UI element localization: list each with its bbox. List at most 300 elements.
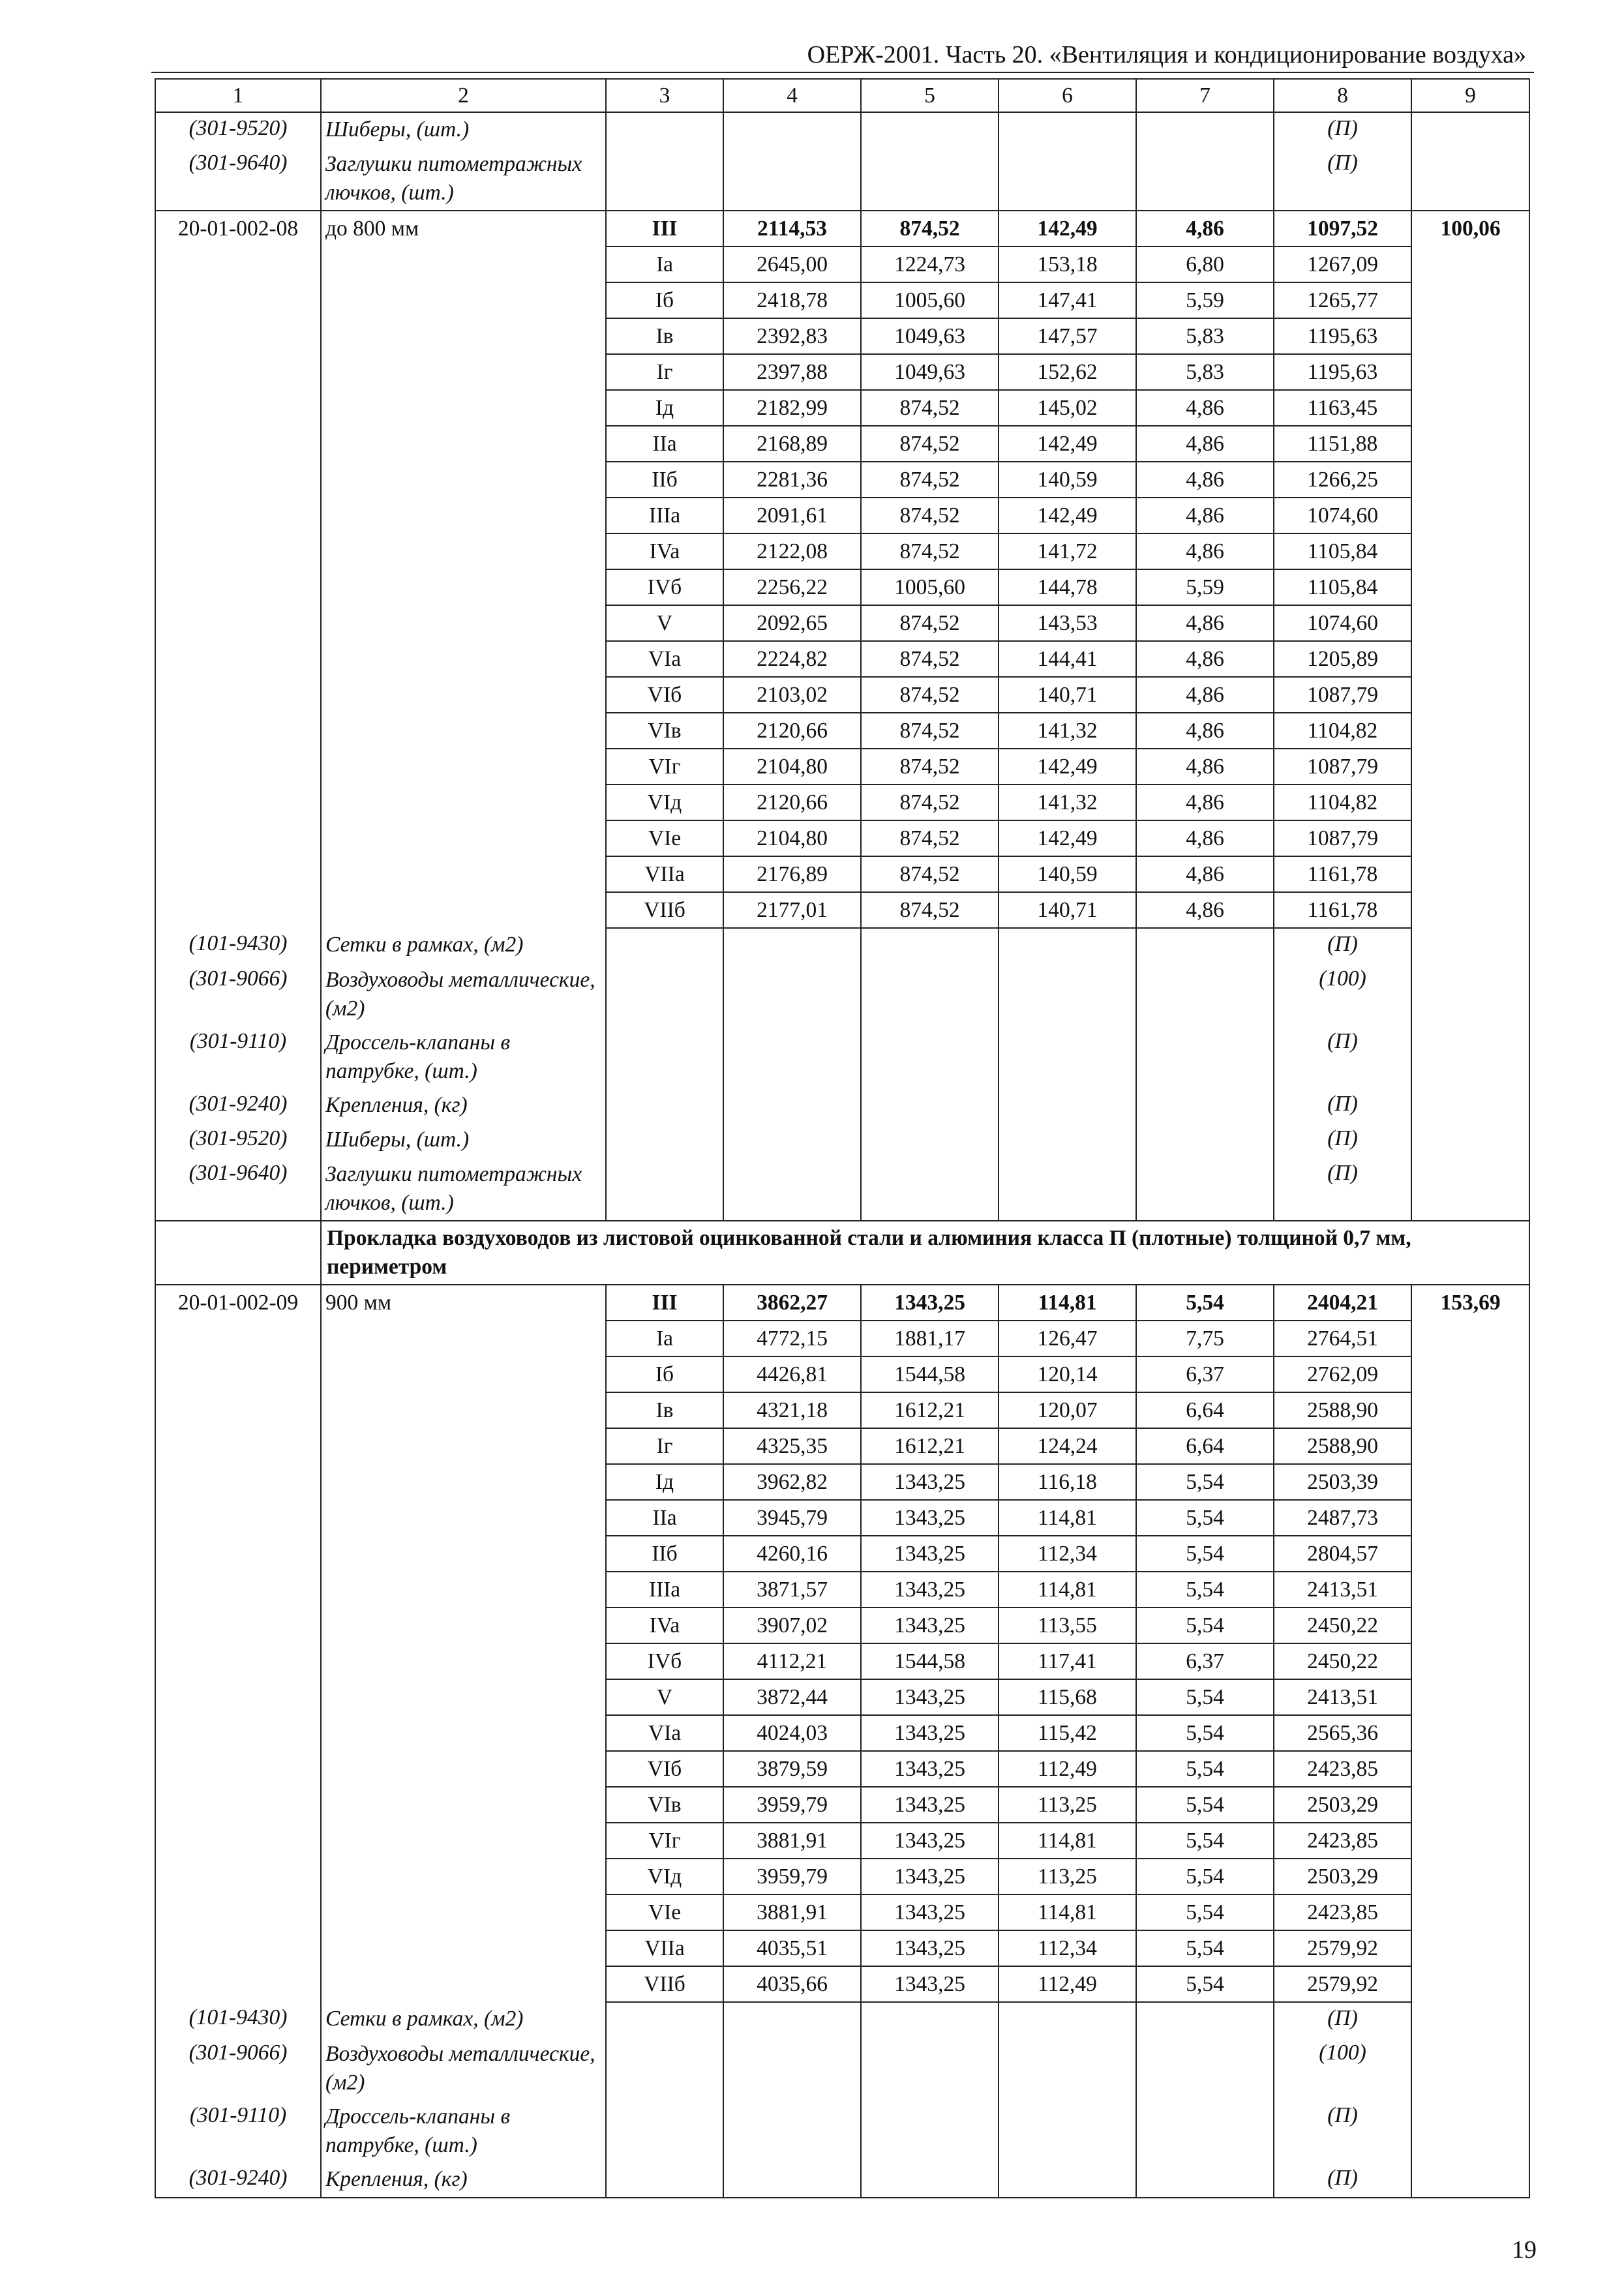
- resource-quantity: (П): [1274, 1026, 1411, 1088]
- wages: 874,52: [861, 820, 999, 856]
- rate-row-zone: [155, 677, 1529, 713]
- rate-row-zone: [155, 354, 1529, 390]
- empty-cell: [999, 928, 1136, 963]
- wages: 874,52: [861, 390, 999, 426]
- column-number: 4: [723, 79, 861, 112]
- resource-row: [155, 963, 1529, 1026]
- materials: 1105,84: [1274, 569, 1411, 605]
- rate-code: [155, 498, 321, 533]
- empty-cell: [723, 963, 861, 1026]
- materials: 1267,09: [1274, 247, 1411, 282]
- zone-code: VIг: [606, 1823, 723, 1859]
- materials: 1074,60: [1274, 605, 1411, 641]
- machines: 115,68: [999, 1679, 1136, 1715]
- machines: 140,59: [999, 462, 1136, 498]
- resource-row: [155, 1026, 1529, 1088]
- wages: 874,52: [861, 462, 999, 498]
- column-number-row: [155, 79, 1529, 112]
- rate-row-zone: [155, 282, 1529, 318]
- total-cost: 3872,44: [723, 1679, 861, 1715]
- labor-hours: [1411, 1464, 1529, 1500]
- machines: 147,41: [999, 282, 1136, 318]
- empty-cell: [606, 2162, 723, 2198]
- rate-name: [321, 1321, 606, 1356]
- zone-code: VIe: [606, 820, 723, 856]
- machinist-wages: 5,54: [1136, 1823, 1274, 1859]
- rate-row-zone: [155, 318, 1529, 354]
- zone-code: III: [606, 1285, 723, 1321]
- zone-code: VIд: [606, 785, 723, 820]
- machinist-wages: 5,83: [1136, 318, 1274, 354]
- machinist-wages: 4,86: [1136, 677, 1274, 713]
- machinist-wages: 7,75: [1136, 1321, 1274, 1356]
- rate-name: [321, 641, 606, 677]
- machinist-wages: 5,54: [1136, 1500, 1274, 1536]
- rate-code: [155, 1428, 321, 1464]
- machinist-wages: 6,64: [1136, 1428, 1274, 1464]
- resource-code: (301-9640): [155, 1158, 321, 1221]
- rate-code: [155, 462, 321, 498]
- zone-code: III: [606, 211, 723, 247]
- empty-cell: [606, 963, 723, 1026]
- rate-name: [321, 1859, 606, 1894]
- materials: 2764,51: [1274, 1321, 1411, 1356]
- rate-row-zone: [155, 1859, 1529, 1894]
- column-number: 6: [999, 79, 1136, 112]
- empty-cell: [723, 2002, 861, 2037]
- labor-hours: [1411, 1715, 1529, 1751]
- machinist-wages: 5,54: [1136, 1859, 1274, 1894]
- rate-code: [155, 390, 321, 426]
- machinist-wages: 4,86: [1136, 462, 1274, 498]
- total-cost: 4035,66: [723, 1966, 861, 2002]
- rate-row-zone: [155, 1356, 1529, 1392]
- wages: 874,52: [861, 713, 999, 749]
- materials: 2404,21: [1274, 1285, 1411, 1321]
- rate-code: [155, 749, 321, 785]
- empty-cell: [723, 928, 861, 963]
- machinist-wages: 5,54: [1136, 1572, 1274, 1608]
- rate-row-zone: [155, 533, 1529, 569]
- rate-row-zone: [155, 1536, 1529, 1572]
- rate-code: [155, 1536, 321, 1572]
- empty-cell: [1136, 2037, 1274, 2100]
- rate-row-zone: [155, 1428, 1529, 1464]
- machines: 141,32: [999, 713, 1136, 749]
- labor-hours: [1411, 1536, 1529, 1572]
- total-cost: 4024,03: [723, 1715, 861, 1751]
- rate-code: [155, 605, 321, 641]
- labor-hours: [1411, 462, 1529, 498]
- rate-code: [155, 1356, 321, 1392]
- labor-hours: 100,06: [1411, 211, 1529, 247]
- rate-code: [155, 785, 321, 820]
- empty-cell: [861, 1026, 999, 1088]
- empty-cell: [999, 2002, 1136, 2037]
- resource-quantity: (П): [1274, 147, 1411, 211]
- labor-hours: [1411, 1787, 1529, 1823]
- wages: 874,52: [861, 641, 999, 677]
- machines: 142,49: [999, 749, 1136, 785]
- machinist-wages: 6,80: [1136, 247, 1274, 282]
- wages: 1343,25: [861, 1787, 999, 1823]
- materials: 1195,63: [1274, 318, 1411, 354]
- column-number: 8: [1274, 79, 1411, 112]
- empty-cell: [999, 2162, 1136, 2198]
- total-cost: 2103,02: [723, 677, 861, 713]
- empty-cell: [999, 1026, 1136, 1088]
- rate-code: [155, 1679, 321, 1715]
- rate-row-zone: [155, 1966, 1529, 2002]
- zone-code: VIд: [606, 1859, 723, 1894]
- zone-code: IIIa: [606, 498, 723, 533]
- rate-code: [155, 1464, 321, 1500]
- empty-cell: [723, 1158, 861, 1221]
- rate-row-main: [155, 1285, 1529, 1321]
- wages: 1612,21: [861, 1392, 999, 1428]
- total-cost: 2168,89: [723, 426, 861, 462]
- resource-name: Заглушки питометражных лючков, (шт.): [321, 1158, 606, 1221]
- empty-cell: [861, 2002, 999, 2037]
- empty-cell: [606, 2037, 723, 2100]
- materials: 1104,82: [1274, 713, 1411, 749]
- wages: 1343,25: [861, 1536, 999, 1572]
- materials: 2423,85: [1274, 1823, 1411, 1859]
- resource-quantity: (П): [1274, 1123, 1411, 1158]
- labor-hours: [1411, 1823, 1529, 1859]
- empty-cell: [606, 2100, 723, 2162]
- machines: 112,34: [999, 1536, 1136, 1572]
- total-cost: 4321,18: [723, 1392, 861, 1428]
- materials: 2423,85: [1274, 1894, 1411, 1930]
- materials: 1097,52: [1274, 211, 1411, 247]
- rate-code: [155, 1823, 321, 1859]
- rate-name: [321, 1715, 606, 1751]
- rate-name: [321, 713, 606, 749]
- machinist-wages: 5,54: [1136, 1751, 1274, 1787]
- labor-hours: [1411, 498, 1529, 533]
- resource-row: [155, 2037, 1529, 2100]
- total-cost: 4772,15: [723, 1321, 861, 1356]
- total-cost: 3959,79: [723, 1787, 861, 1823]
- zone-code: V: [606, 1679, 723, 1715]
- empty-cell: [723, 1088, 861, 1123]
- rate-code: [155, 820, 321, 856]
- machinist-wages: 4,86: [1136, 892, 1274, 928]
- rate-row-zone: [155, 713, 1529, 749]
- total-cost: 4112,21: [723, 1643, 861, 1679]
- materials: 1104,82: [1274, 785, 1411, 820]
- zone-code: Iб: [606, 1356, 723, 1392]
- empty-cell: [723, 112, 861, 147]
- rate-name: [321, 892, 606, 928]
- wages: 874,52: [861, 749, 999, 785]
- resource-quantity: (П): [1274, 1088, 1411, 1123]
- machines: 116,18: [999, 1464, 1136, 1500]
- column-number: 9: [1411, 79, 1529, 112]
- rate-name: [321, 426, 606, 462]
- machines: 114,81: [999, 1500, 1136, 1536]
- resource-name: Сетки в рамках, (м2): [321, 2002, 606, 2037]
- zone-code: VIIa: [606, 856, 723, 892]
- machinist-wages: 5,83: [1136, 354, 1274, 390]
- resource-quantity: (П): [1274, 112, 1411, 147]
- machines: 140,71: [999, 677, 1136, 713]
- labor-hours: [1411, 713, 1529, 749]
- total-cost: 3871,57: [723, 1572, 861, 1608]
- empty-cell: [606, 1088, 723, 1123]
- empty-cell: [723, 2100, 861, 2162]
- resource-name: Дроссель-клапаны в патрубке, (шт.): [321, 1026, 606, 1088]
- machinist-wages: 6,64: [1136, 1392, 1274, 1428]
- labor-hours: [1411, 247, 1529, 282]
- materials: 1087,79: [1274, 677, 1411, 713]
- labor-hours: [1411, 785, 1529, 820]
- empty-cell: [1136, 2162, 1274, 2198]
- resource-code: (301-9066): [155, 2037, 321, 2100]
- rate-code: [155, 247, 321, 282]
- rate-name: до 800 мм: [321, 211, 606, 247]
- machines: 141,72: [999, 533, 1136, 569]
- resource-row: [155, 2100, 1529, 2162]
- materials: 2423,85: [1274, 1751, 1411, 1787]
- total-cost: 2122,08: [723, 533, 861, 569]
- empty-cell: [999, 1123, 1136, 1158]
- rate-code: [155, 1392, 321, 1428]
- machinist-wages: 4,86: [1136, 856, 1274, 892]
- column-number: 3: [606, 79, 723, 112]
- labor-hours: [1411, 1572, 1529, 1608]
- materials: 2487,73: [1274, 1500, 1411, 1536]
- rate-code: [155, 1572, 321, 1608]
- page-number: 19: [1512, 2236, 1537, 2264]
- rate-code: [155, 533, 321, 569]
- labor-hours: [1411, 390, 1529, 426]
- rate-code: 20-01-002-09: [155, 1285, 321, 1321]
- wages: 1343,25: [861, 1966, 999, 2002]
- zone-code: VIб: [606, 677, 723, 713]
- zone-code: Iг: [606, 354, 723, 390]
- wages: 1612,21: [861, 1428, 999, 1464]
- materials: 2565,36: [1274, 1715, 1411, 1751]
- machines: 112,49: [999, 1751, 1136, 1787]
- resource-row: [155, 147, 1529, 211]
- machinist-wages: 5,54: [1136, 1536, 1274, 1572]
- resource-quantity: (П): [1274, 2100, 1411, 2162]
- total-cost: 2182,99: [723, 390, 861, 426]
- labor-hours: [1411, 1751, 1529, 1787]
- empty-cell: [606, 2002, 723, 2037]
- rate-name: [321, 1608, 606, 1643]
- rate-code: [155, 1608, 321, 1643]
- rate-code: [155, 641, 321, 677]
- rate-row-zone: [155, 1464, 1529, 1500]
- total-cost: 2104,80: [723, 749, 861, 785]
- empty-cell: [1411, 1088, 1529, 1123]
- rate-name: [321, 1751, 606, 1787]
- resource-row: [155, 1088, 1529, 1123]
- rate-name: [321, 856, 606, 892]
- resource-quantity: (100): [1274, 2037, 1411, 2100]
- machinist-wages: 5,54: [1136, 1608, 1274, 1643]
- machines: 114,81: [999, 1285, 1136, 1321]
- rate-name: [321, 785, 606, 820]
- resource-row: [155, 2002, 1529, 2037]
- labor-hours: [1411, 1859, 1529, 1894]
- materials: 2762,09: [1274, 1356, 1411, 1392]
- labor-hours: [1411, 318, 1529, 354]
- rate-code: 20-01-002-08: [155, 211, 321, 247]
- column-number: 2: [321, 79, 606, 112]
- rate-code: [155, 426, 321, 462]
- resource-code: (301-9110): [155, 1026, 321, 1088]
- rate-code: [155, 892, 321, 928]
- machinist-wages: 5,54: [1136, 1930, 1274, 1966]
- machinist-wages: 5,54: [1136, 1787, 1274, 1823]
- empty-cell: [1411, 1158, 1529, 1221]
- wages: 1343,25: [861, 1859, 999, 1894]
- column-number: 5: [861, 79, 999, 112]
- resource-name: Крепления, (кг): [321, 1088, 606, 1123]
- machines: 126,47: [999, 1321, 1136, 1356]
- empty-cell: [1411, 147, 1529, 211]
- zone-code: VIв: [606, 713, 723, 749]
- rate-name: [321, 354, 606, 390]
- total-cost: 2392,83: [723, 318, 861, 354]
- wages: 1544,58: [861, 1643, 999, 1679]
- materials: 2588,90: [1274, 1428, 1411, 1464]
- rate-name: [321, 1536, 606, 1572]
- machinist-wages: 5,54: [1136, 1464, 1274, 1500]
- labor-hours: [1411, 856, 1529, 892]
- machinist-wages: 5,54: [1136, 1894, 1274, 1930]
- labor-hours: [1411, 1428, 1529, 1464]
- total-cost: 3907,02: [723, 1608, 861, 1643]
- wages: 1049,63: [861, 354, 999, 390]
- machines: 153,18: [999, 247, 1136, 282]
- materials: 1105,84: [1274, 533, 1411, 569]
- machinist-wages: 4,86: [1136, 605, 1274, 641]
- page-header: ОЕРЖ-2001. Часть 20. «Вентиляция и кондиционирование воздуха»: [807, 41, 1526, 68]
- zone-code: Ia: [606, 1321, 723, 1356]
- total-cost: 2120,66: [723, 713, 861, 749]
- machinist-wages: 5,59: [1136, 282, 1274, 318]
- wages: 1343,25: [861, 1823, 999, 1859]
- labor-hours: [1411, 426, 1529, 462]
- empty-cell: [1411, 112, 1529, 147]
- total-cost: 2092,65: [723, 605, 861, 641]
- resource-quantity: (П): [1274, 2002, 1411, 2037]
- total-cost: 3881,91: [723, 1823, 861, 1859]
- empty-cell: [723, 2162, 861, 2198]
- machines: 147,57: [999, 318, 1136, 354]
- resource-name: Шиберы, (шт.): [321, 1123, 606, 1158]
- empty-cell: [999, 147, 1136, 211]
- empty-cell: [999, 112, 1136, 147]
- total-cost: 2091,61: [723, 498, 861, 533]
- wages: 1343,25: [861, 1679, 999, 1715]
- machines: 114,81: [999, 1823, 1136, 1859]
- rate-code: [155, 1787, 321, 1823]
- machinist-wages: 5,54: [1136, 1679, 1274, 1715]
- zone-code: VIa: [606, 641, 723, 677]
- rate-name: [321, 605, 606, 641]
- rate-row-zone: [155, 1930, 1529, 1966]
- labor-hours: [1411, 1894, 1529, 1930]
- section-heading: Прокладка воздуховодов из листовой оцинкованной стали и алюминия класса П (плотные) толщиной 0,7 мм, периметром: [321, 1221, 1529, 1285]
- zone-code: VIIб: [606, 1966, 723, 2002]
- empty-cell: [606, 1158, 723, 1221]
- empty-cell: [606, 112, 723, 147]
- rate-name: [321, 1464, 606, 1500]
- rate-name: [321, 533, 606, 569]
- resource-name: Воздуховоды металлические, (м2): [321, 963, 606, 1026]
- rate-row-zone: [155, 1787, 1529, 1823]
- machines: 142,49: [999, 820, 1136, 856]
- rate-row-zone: [155, 1321, 1529, 1356]
- total-cost: 3879,59: [723, 1751, 861, 1787]
- zone-code: VIг: [606, 749, 723, 785]
- rate-name: [321, 1787, 606, 1823]
- rate-row-zone: [155, 1751, 1529, 1787]
- labor-hours: [1411, 1930, 1529, 1966]
- empty-cell: [1136, 2002, 1274, 2037]
- wages: 874,52: [861, 785, 999, 820]
- rate-name: [321, 1894, 606, 1930]
- labor-hours: [1411, 354, 1529, 390]
- materials: 2413,51: [1274, 1572, 1411, 1608]
- empty-cell: [1136, 963, 1274, 1026]
- resource-code: (301-9066): [155, 963, 321, 1026]
- empty-cell: [723, 1123, 861, 1158]
- rate-code: [155, 856, 321, 892]
- materials: 2579,92: [1274, 1966, 1411, 2002]
- rate-name: [321, 1392, 606, 1428]
- total-cost: 2120,66: [723, 785, 861, 820]
- machines: 145,02: [999, 390, 1136, 426]
- machinist-wages: 4,86: [1136, 533, 1274, 569]
- total-cost: 4325,35: [723, 1428, 861, 1464]
- rate-row-zone: [155, 749, 1529, 785]
- rate-row-zone: [155, 1643, 1529, 1679]
- resource-name: Воздуховоды металлические, (м2): [321, 2037, 606, 2100]
- rate-name: [321, 569, 606, 605]
- machines: 142,49: [999, 211, 1136, 247]
- rate-code: [155, 569, 321, 605]
- materials: 2450,22: [1274, 1608, 1411, 1643]
- resource-code: (101-9430): [155, 2002, 321, 2037]
- rate-row-zone: [155, 1823, 1529, 1859]
- empty-cell: [861, 1158, 999, 1221]
- total-cost: 2114,53: [723, 211, 861, 247]
- empty-cell: [861, 1123, 999, 1158]
- empty-cell: [1411, 963, 1529, 1026]
- rate-name: 900 мм: [321, 1285, 606, 1321]
- wages: 1343,25: [861, 1751, 999, 1787]
- header-rule: [151, 72, 1534, 73]
- wages: 874,52: [861, 426, 999, 462]
- labor-hours: [1411, 282, 1529, 318]
- rate-code: [155, 282, 321, 318]
- materials: 1205,89: [1274, 641, 1411, 677]
- rate-code: [155, 1894, 321, 1930]
- resource-row: [155, 2162, 1529, 2198]
- machinist-wages: 5,54: [1136, 1715, 1274, 1751]
- rate-code: [155, 1966, 321, 2002]
- machines: 140,71: [999, 892, 1136, 928]
- machines: 114,81: [999, 1572, 1136, 1608]
- materials: 2503,39: [1274, 1464, 1411, 1500]
